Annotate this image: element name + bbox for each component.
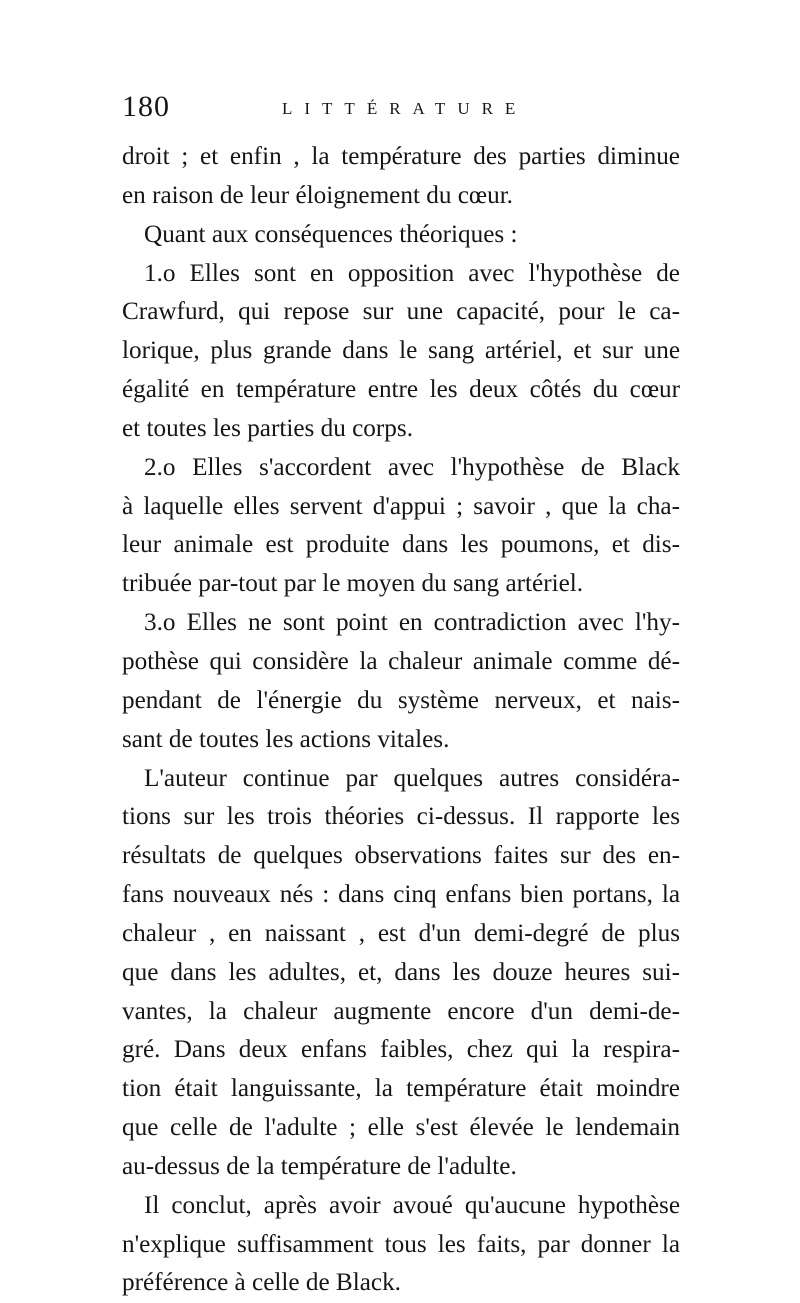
text-line: vantes, la chaleur augmente encore d'un demi-de- bbox=[122, 997, 680, 1025]
text-line: leur animale est produite dans les poumons, et dis- bbox=[122, 531, 680, 559]
text-line: Crawfurd, qui repose sur une capacité, pour le ca- bbox=[122, 298, 680, 326]
text-line: à laquelle elles servent d'appui ; savoir , que la cha- bbox=[122, 492, 680, 520]
text-line: que dans les adultes, et, dans les douze heures sui- bbox=[122, 958, 680, 986]
text-line: Il conclut, après avoir avoué qu'aucune hypothèse bbox=[144, 1191, 680, 1219]
text-line: L'auteur continue par quelques autres considéra- bbox=[144, 764, 680, 792]
text-line: sant de toutes les actions vitales. bbox=[122, 725, 450, 753]
text-line: au-dessus de la température de l'adulte. bbox=[122, 1152, 517, 1180]
text-line: égalité en température entre les deux côtés du cœur bbox=[122, 376, 680, 404]
text-line: pendant de l'énergie du système nerveux, et nais- bbox=[122, 686, 680, 714]
page-number: 180 bbox=[122, 90, 170, 123]
text-line: fans nouveaux nés : dans cinq enfans bien portans, la bbox=[122, 881, 680, 909]
text-line: droit ; et enfin , la température des parties diminue bbox=[122, 143, 680, 170]
text-line: Quant aux conséquences théoriques : bbox=[144, 220, 518, 248]
body-text bbox=[122, 138, 680, 1303]
text-line: en raison de leur éloignement du cœur. bbox=[122, 181, 513, 209]
text-line: tion était languissante, la température était moindre bbox=[122, 1075, 680, 1103]
text-line: 1.o Elles sont en opposition avec l'hypothèse de bbox=[144, 259, 680, 287]
text-line: résultats de quelques observations faites sur des en- bbox=[122, 842, 680, 870]
text-line: 2.o Elles s'accordent avec l'hypothèse de Black bbox=[144, 453, 680, 481]
text-line: tions sur les trois théories ci-dessus. Il rapporte les bbox=[122, 803, 680, 831]
text-line: et toutes les parties du corps. bbox=[122, 414, 413, 442]
page-header bbox=[122, 90, 682, 134]
text-line: préférence à celle de Black. bbox=[122, 1269, 401, 1297]
text-line: tribuée par-tout par le moyen du sang artériel. bbox=[122, 570, 584, 598]
text-line: gré. Dans deux enfans faibles, chez qui la respira- bbox=[122, 1036, 680, 1064]
text-line: que celle de l'adulte ; elle s'est élevée le lendemain bbox=[122, 1114, 680, 1142]
text-line: lorique, plus grande dans le sang artériel, et sur une bbox=[122, 337, 680, 365]
text-line: 3.o Elles ne sont point en contradiction avec l'hy- bbox=[144, 609, 680, 637]
text-line: chaleur , en naissant , est d'un demi-degré de plus bbox=[122, 919, 680, 947]
text-line: pothèse qui considère la chaleur animale comme dé- bbox=[122, 647, 680, 675]
text-line: n'explique suffisamment tous les faits, par donner la bbox=[122, 1230, 680, 1258]
running-title: LITTÉRATURE bbox=[282, 99, 528, 118]
